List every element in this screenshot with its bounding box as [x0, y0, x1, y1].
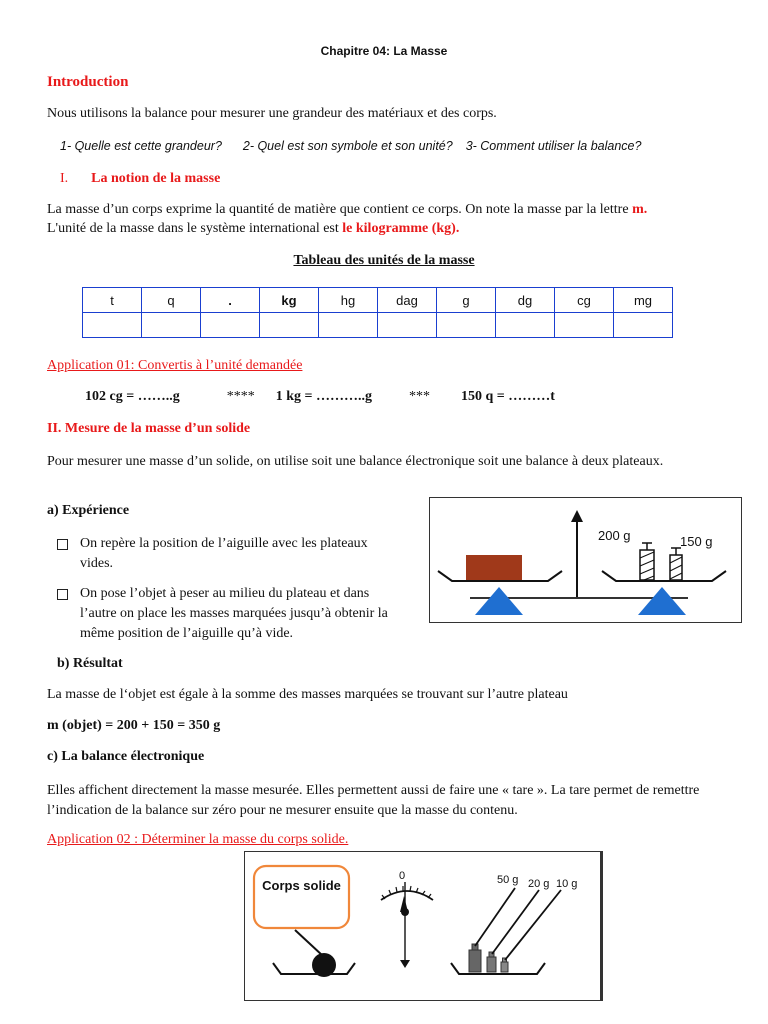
unit-cell: g: [437, 288, 496, 313]
app2-title: Application 02 : Déterminer la masse du corps solide.: [47, 832, 349, 847]
empty-cell[interactable]: [201, 313, 260, 338]
unit-cell: q: [142, 288, 201, 313]
callout-label: Corps solide: [262, 878, 341, 893]
app1-title: Application 01: Convertis à l’unité demandée: [47, 358, 303, 373]
unit-cell: cg: [555, 288, 614, 313]
empty-cell[interactable]: [142, 313, 201, 338]
empty-cell[interactable]: [260, 313, 319, 338]
empty-cell[interactable]: [437, 313, 496, 338]
intro-heading: Introduction: [47, 74, 129, 90]
left-pivot-triangle: [475, 587, 523, 615]
experience-item-text: On repère la position de l’aiguille avec les plateaux vides.: [80, 536, 368, 571]
dial-pivot: [401, 908, 409, 916]
unit-cell: hg: [319, 288, 378, 313]
weight-20g-icon: [487, 952, 496, 972]
experience-item-1: [57, 534, 402, 574]
weight-label-10g: 10 g: [556, 878, 578, 890]
section2-text: Pour mesurer une masse d’un solide, on utilise soit une balance électronique soit une balance à deux plateaux.: [47, 454, 664, 469]
electronic-text: Elles affichent directement la masse mesurée. Elles permettent aussi de faire une « tare ». La tare permet de remettre l’indication de la balance sur zéro pour ne mesurer ensuite que la masse du contenu.: [47, 783, 700, 818]
question-3: 3- Comment utiliser la balance?: [465, 139, 642, 153]
question-2: 2- Quel est son symbole et son unité?: [242, 139, 453, 153]
experience-item-text: On pose l’objet à peser au milieu du plateau et dans l’autre on place les masses marquées jusqu’à obtenir la même position de l’aiguille qu’à vide.: [80, 586, 388, 641]
app1-sep-2: ***: [408, 389, 430, 404]
checkbox-icon: [57, 589, 68, 600]
unit-cell: kg: [260, 288, 319, 313]
mass-definition-line2: [47, 221, 459, 237]
result-text: La masse de l‘objet est égale à la somme des masses marquées se trouvant sur l’autre plateau: [47, 687, 568, 702]
mass-letter: m.: [632, 202, 648, 217]
section1-title: La notion de la masse: [91, 171, 221, 186]
app1-exercises: [85, 389, 555, 405]
app1-sep-1: ****: [226, 389, 255, 404]
intro-text: Nous utilisons la balance pour mesurer une grandeur des matériaux et des corps.: [47, 106, 497, 121]
balance-figure: [429, 497, 742, 623]
empty-cell[interactable]: [555, 313, 614, 338]
checkbox-icon: [57, 539, 68, 550]
label-150g: 150 g: [680, 534, 713, 549]
weight-label-20g: 20 g: [528, 878, 550, 890]
mass-unit: le kilogramme (kg).: [342, 221, 460, 236]
result-heading: b) Résultat: [57, 656, 123, 671]
mass-definition-line1: [47, 202, 737, 218]
stand-tip: [400, 960, 410, 968]
units-header-row: [83, 288, 673, 313]
table-title: Tableau des unités de la masse: [293, 253, 475, 268]
electronic-heading: c) La balance électronique: [47, 749, 205, 764]
units-empty-row: [83, 313, 673, 338]
unit-cell: .: [201, 288, 260, 313]
app1-item-2: 1 kg = ………..g: [275, 389, 372, 404]
experience-heading: a) Expérience: [47, 503, 130, 518]
empty-cell[interactable]: [378, 313, 437, 338]
scale-diagram: [245, 852, 600, 1000]
scale-figure: [244, 851, 603, 1001]
experience-item-2: [57, 584, 402, 644]
empty-cell[interactable]: [496, 313, 555, 338]
right-pan: [451, 963, 545, 974]
unit-cell: t: [83, 288, 142, 313]
unit-cell: mg: [614, 288, 673, 313]
weight-150g: [670, 548, 682, 580]
section1-heading: [60, 171, 220, 187]
mass-unit-text: L'unité de la masse dans le système international est: [47, 221, 339, 236]
app1-item-3: 150 q = ………t: [460, 389, 555, 404]
needle-arrow-icon: [571, 510, 583, 522]
result-formula: m (objet) = 200 + 150 = 350 g: [47, 718, 221, 733]
empty-cell[interactable]: [614, 313, 673, 338]
empty-cell[interactable]: [319, 313, 378, 338]
section1-number: I.: [60, 171, 69, 186]
weight-10g-icon: [501, 958, 508, 972]
questions-line: [60, 139, 641, 153]
empty-cell[interactable]: [83, 313, 142, 338]
weight-200g: [640, 543, 654, 580]
app1-item-1: 102 cg = ……..g: [85, 389, 180, 404]
right-pivot-triangle: [638, 587, 686, 615]
callout-pointer: [295, 930, 323, 956]
weight-label-50g: 50 g: [497, 874, 519, 886]
dial-arc: [381, 891, 433, 900]
unit-cell: dg: [496, 288, 555, 313]
chapter-title: Chapitre 04: La Masse: [320, 44, 448, 58]
mass-definition-text: La masse d’un corps exprime la quantité de matière que contient ce corps. On note la masse par la lettre: [47, 202, 629, 217]
units-table: [82, 287, 673, 338]
question-1: 1- Quelle est cette grandeur?: [60, 139, 222, 153]
dial-zero-label: 0: [399, 870, 406, 882]
section2-heading: II. Mesure de la masse d’un solide: [47, 421, 251, 436]
label-200g: 200 g: [598, 528, 631, 543]
weight-50g-icon: [469, 944, 481, 972]
dial-ticks: [382, 886, 431, 899]
right-pan: [602, 571, 726, 581]
object-block: [466, 555, 522, 580]
balance-diagram: [430, 498, 741, 622]
unit-cell: dag: [378, 288, 437, 313]
